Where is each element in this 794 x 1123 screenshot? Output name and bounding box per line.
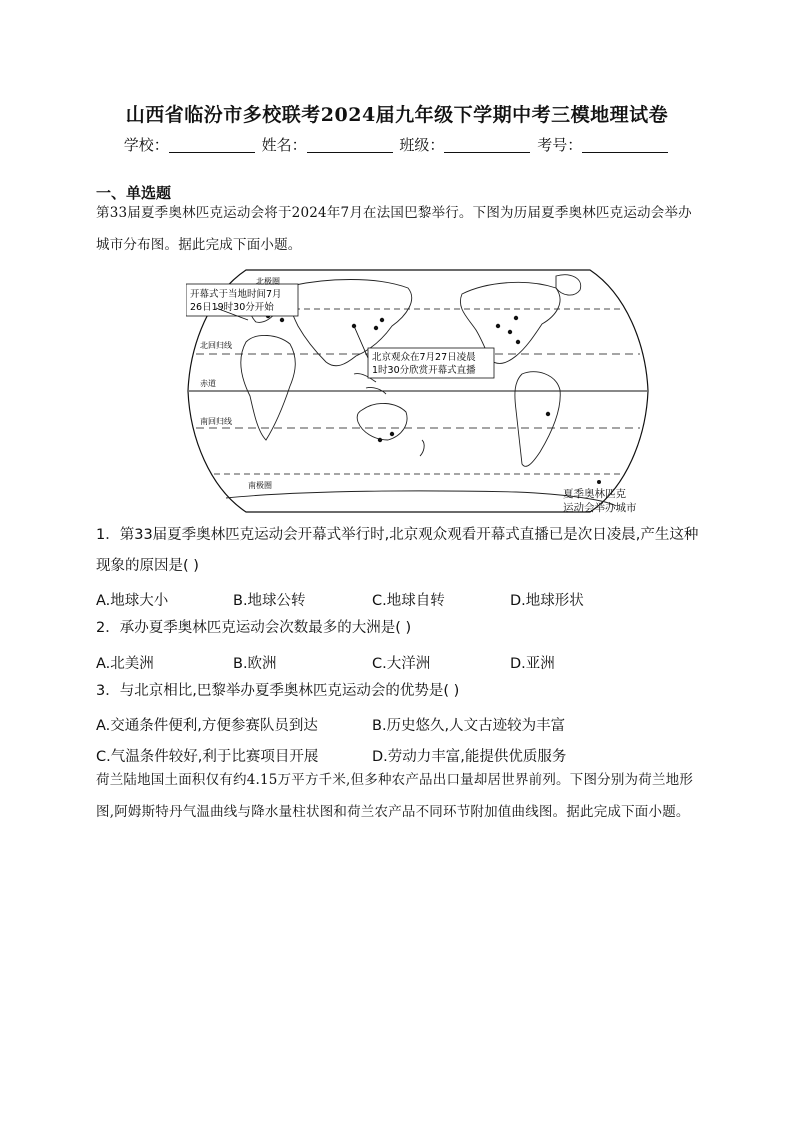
host-city-dot: [280, 318, 284, 322]
host-city-dot: [380, 318, 384, 322]
host-city-dot: [508, 330, 512, 334]
map-legend: [563, 487, 637, 515]
host-city-dot: [546, 412, 550, 416]
q2-option-c: C.大洋洲: [372, 656, 431, 672]
beijing-callout-line2: 1时30分欣赏开幕式直播: [372, 365, 476, 376]
q1-option-a: A.地球大小: [96, 593, 169, 609]
passage-netherlands: 荷兰陆地国土面积仅有约4.15万平方千米,但多种农产品出口量却居世界前列。下图分别为荷兰地形图,阿姆斯特丹气温曲线与降水量柱状图和荷兰农产品不同环节附加值曲线图。据此完成下面小题。: [96, 772, 694, 820]
q1-option-c: C.地球自转: [372, 593, 445, 609]
section-heading: 一、单选题: [96, 184, 172, 202]
host-city-dot: [390, 432, 394, 436]
student-info-line: [0, 134, 794, 155]
q3-option-d: D.劳动力丰富,能提供优质服务: [372, 749, 567, 765]
class-label: 班级：: [399, 136, 445, 154]
legend-dot-icon: [597, 480, 601, 484]
question-2-stem: 2．承办夏季奥林匹克运动会次数最多的大洲是( ): [96, 620, 412, 636]
school-blank: [169, 138, 255, 153]
number-label: 考号：: [537, 136, 583, 154]
beijing-callout-line1: 北京观众在7月27日凌晨: [372, 352, 476, 363]
host-city-dot: [514, 316, 518, 320]
host-city-dot: [374, 326, 378, 330]
q3-option-a: A.交通条件便利,方便参赛队员到达: [96, 718, 318, 734]
name-blank: [307, 138, 393, 153]
q3-option-c: C.气温条件较好,利于比赛项目开展: [96, 749, 319, 765]
label-antarctic-circle: 南极圈: [248, 481, 272, 490]
exam-title: 山西省临汾市多校联考2024届九年级下学期中考三模地理试卷: [125, 104, 669, 126]
label-arctic-circle: 北极圈: [256, 277, 280, 286]
paris-callout-line2: 26日19时30分开始: [190, 302, 274, 313]
q2-option-a: A.北美洲: [96, 656, 154, 672]
passage-olympics: 第33届夏季奥林匹克运动会将于2024年7月在法国巴黎举行。下图为历届夏季奥林匹克运动会举办城市分布图。据此完成下面小题。: [96, 205, 692, 253]
q3-option-b: B.历史悠久,人文古迹较为丰富: [372, 718, 566, 734]
question-1-stem: 1．第33届夏季奥林匹克运动会开幕式举行时,北京观众观看开幕式直播已是次日凌晨,产生这种现象的原因是( ): [96, 527, 699, 574]
label-tropic-north: 北回归线: [200, 341, 232, 350]
class-blank: [444, 138, 530, 153]
legend-line2: 运动会举办城市: [563, 502, 637, 514]
number-blank: [582, 138, 668, 153]
host-city-dot: [496, 324, 500, 328]
legend-line1: 夏季奥林匹克: [563, 488, 626, 500]
question-3-stem: 3．与北京相比,巴黎举办夏季奥林匹克运动会的优势是( ): [96, 683, 460, 699]
world-map-figure: [186, 264, 650, 518]
label-tropic-south: 南回归线: [200, 417, 232, 426]
label-equator: 赤道: [200, 379, 216, 388]
host-city-dot: [516, 340, 520, 344]
q2-option-d: D.亚洲: [510, 656, 555, 672]
name-label: 姓名：: [261, 136, 307, 154]
paris-callout-line1: 开幕式于当地时间7月: [190, 289, 282, 300]
q1-option-b: B.地球公转: [233, 593, 306, 609]
school-label: 学校：: [123, 136, 169, 154]
host-city-dot: [378, 438, 382, 442]
q2-option-b: B.欧洲: [233, 656, 277, 672]
q1-option-d: D.地球形状: [510, 593, 584, 609]
